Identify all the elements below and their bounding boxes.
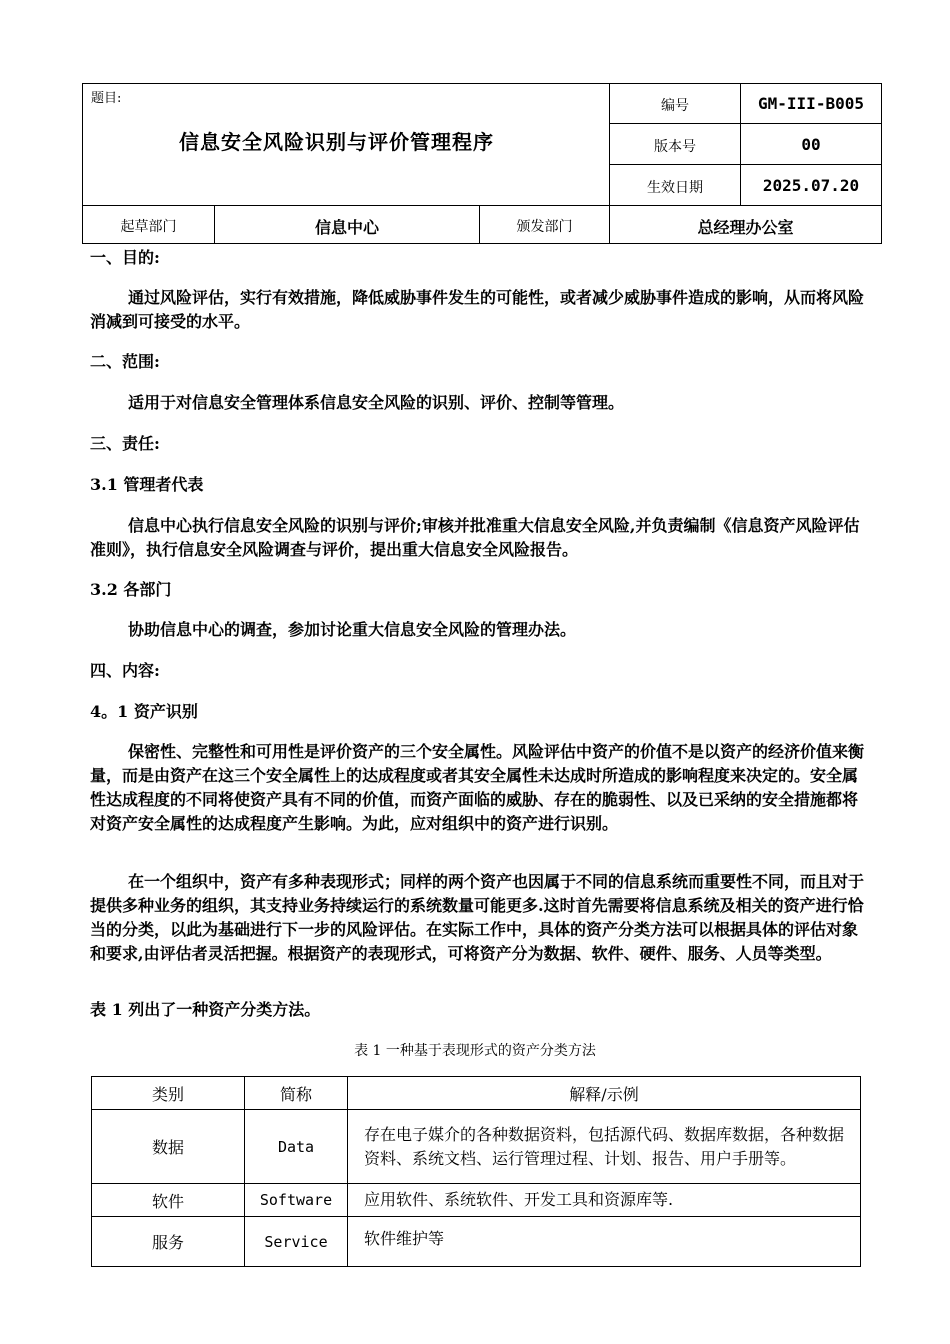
table-cell: Software: [245, 1184, 348, 1217]
section-2-heading: 二、范围:: [90, 352, 160, 371]
asset-classification-table: [91, 1076, 861, 1267]
version-value: 00: [801, 135, 821, 154]
section-3-heading: 三、责任:: [90, 434, 160, 453]
column-header: 类别: [92, 1077, 245, 1110]
section-4-1-paragraph-2: 在一个组织中，资产有多种表现形式；同样的两个资产也因属于不同的信息系统而重要性不同，而且对于提供多种业务的组织，其支持业务持续运行的系统数量可能更多.这时首先需要将信息系统及相关的资产进行恰当的分类，以此为基础进行下一步的风险评估。在实际工作中，具体的资产分类方法可以根据具体的评估对象和要求,由评估者灵活把握。根据资产的表现形式，可将资产分为数据、软件、硬件、服务、人员等类型。: [90, 872, 865, 963]
doc-number-value: GM-III-B005: [758, 94, 864, 113]
table-row: [92, 1184, 861, 1217]
document-header-table: [82, 83, 882, 244]
table-cell: Data: [245, 1110, 348, 1184]
section-1-heading: 一、目的:: [90, 248, 160, 267]
table-cell: 软件: [92, 1184, 245, 1217]
table-header-row: [92, 1077, 861, 1110]
doc-number-label: 编号: [661, 98, 689, 114]
section-3-2-heading: 3.2 各部门: [90, 580, 172, 599]
topic-label: 题目:: [91, 91, 122, 106]
section-4-1-heading: 4。1 资产识别: [90, 702, 198, 721]
effective-date-value: 2025.07.20: [762, 176, 860, 195]
draft-dept-label: 起草部门: [120, 219, 177, 235]
column-header: 简称: [245, 1077, 348, 1110]
table-cell: 服务: [92, 1217, 245, 1267]
effective-date-label: 生效日期: [647, 180, 703, 196]
table-row: [92, 1110, 861, 1184]
table-cell: 应用软件、系统软件、开发工具和资源库等.: [348, 1184, 861, 1217]
section-4-1-paragraph-3: 表 1 列出了一种资产分类方法。: [90, 1000, 321, 1019]
issue-dept-label: 颁发部门: [516, 219, 573, 235]
table-cell: 软件维护等: [348, 1217, 861, 1267]
table-row: [92, 1217, 861, 1267]
section-3-2-body: 协助信息中心的调查，参加讨论重大信息安全风险的管理办法。: [128, 620, 577, 639]
table-cell: 存在电子媒介的各种数据资料，包括源代码、数据库数据，各种数据资料、系统文档、运行管理过程、计划、报告、用户手册等。: [348, 1110, 861, 1184]
section-4-1-paragraph-1: 保密性、完整性和可用性是评价资产的三个安全属性。风险评估中资产的价值不是以资产的经济价值来衡量，而是由资产在这三个安全属性上的达成程度或者其安全属性未达成时所造成的影响程度来决定的。安全属性达成程度的不同将使资产具有不同的价值，而资产面临的威胁、存在的脆弱性、以及已采纳的安全措施都将对资产安全属性的达成程度产生影响。为此，应对组织中的资产进行识别。: [90, 742, 865, 833]
section-3-1-heading: 3.1 管理者代表: [90, 475, 204, 494]
section-3-1-body: 信息中心执行信息安全风险的识别与评价;审核并批准重大信息安全风险,并负责编制《信息资产风险评估准则》，执行信息安全风险调查与评价，提出重大信息安全风险报告。: [90, 516, 860, 559]
column-header: 解释/示例: [348, 1077, 861, 1110]
table-cell: 数据: [92, 1110, 245, 1184]
table-caption: 表 1 一种基于表现形式的资产分类方法: [354, 1043, 596, 1059]
draft-dept-value: 信息中心: [314, 218, 379, 237]
version-label: 版本号: [654, 139, 696, 155]
document-title: 信息安全风险识别与评价管理程序: [179, 130, 494, 154]
section-4-heading: 四、内容:: [90, 661, 160, 680]
section-1-body: 通过风险评估，实行有效措施，降低威胁事件发生的可能性，或者减少威胁事件造成的影响，从而将风险消减到可接受的水平。: [90, 288, 865, 331]
table-cell: Service: [245, 1217, 348, 1267]
section-2-body: 适用于对信息安全管理体系信息安全风险的识别、评价、控制等管理。: [128, 393, 625, 412]
issue-dept-value: 总经理办公室: [697, 218, 794, 237]
